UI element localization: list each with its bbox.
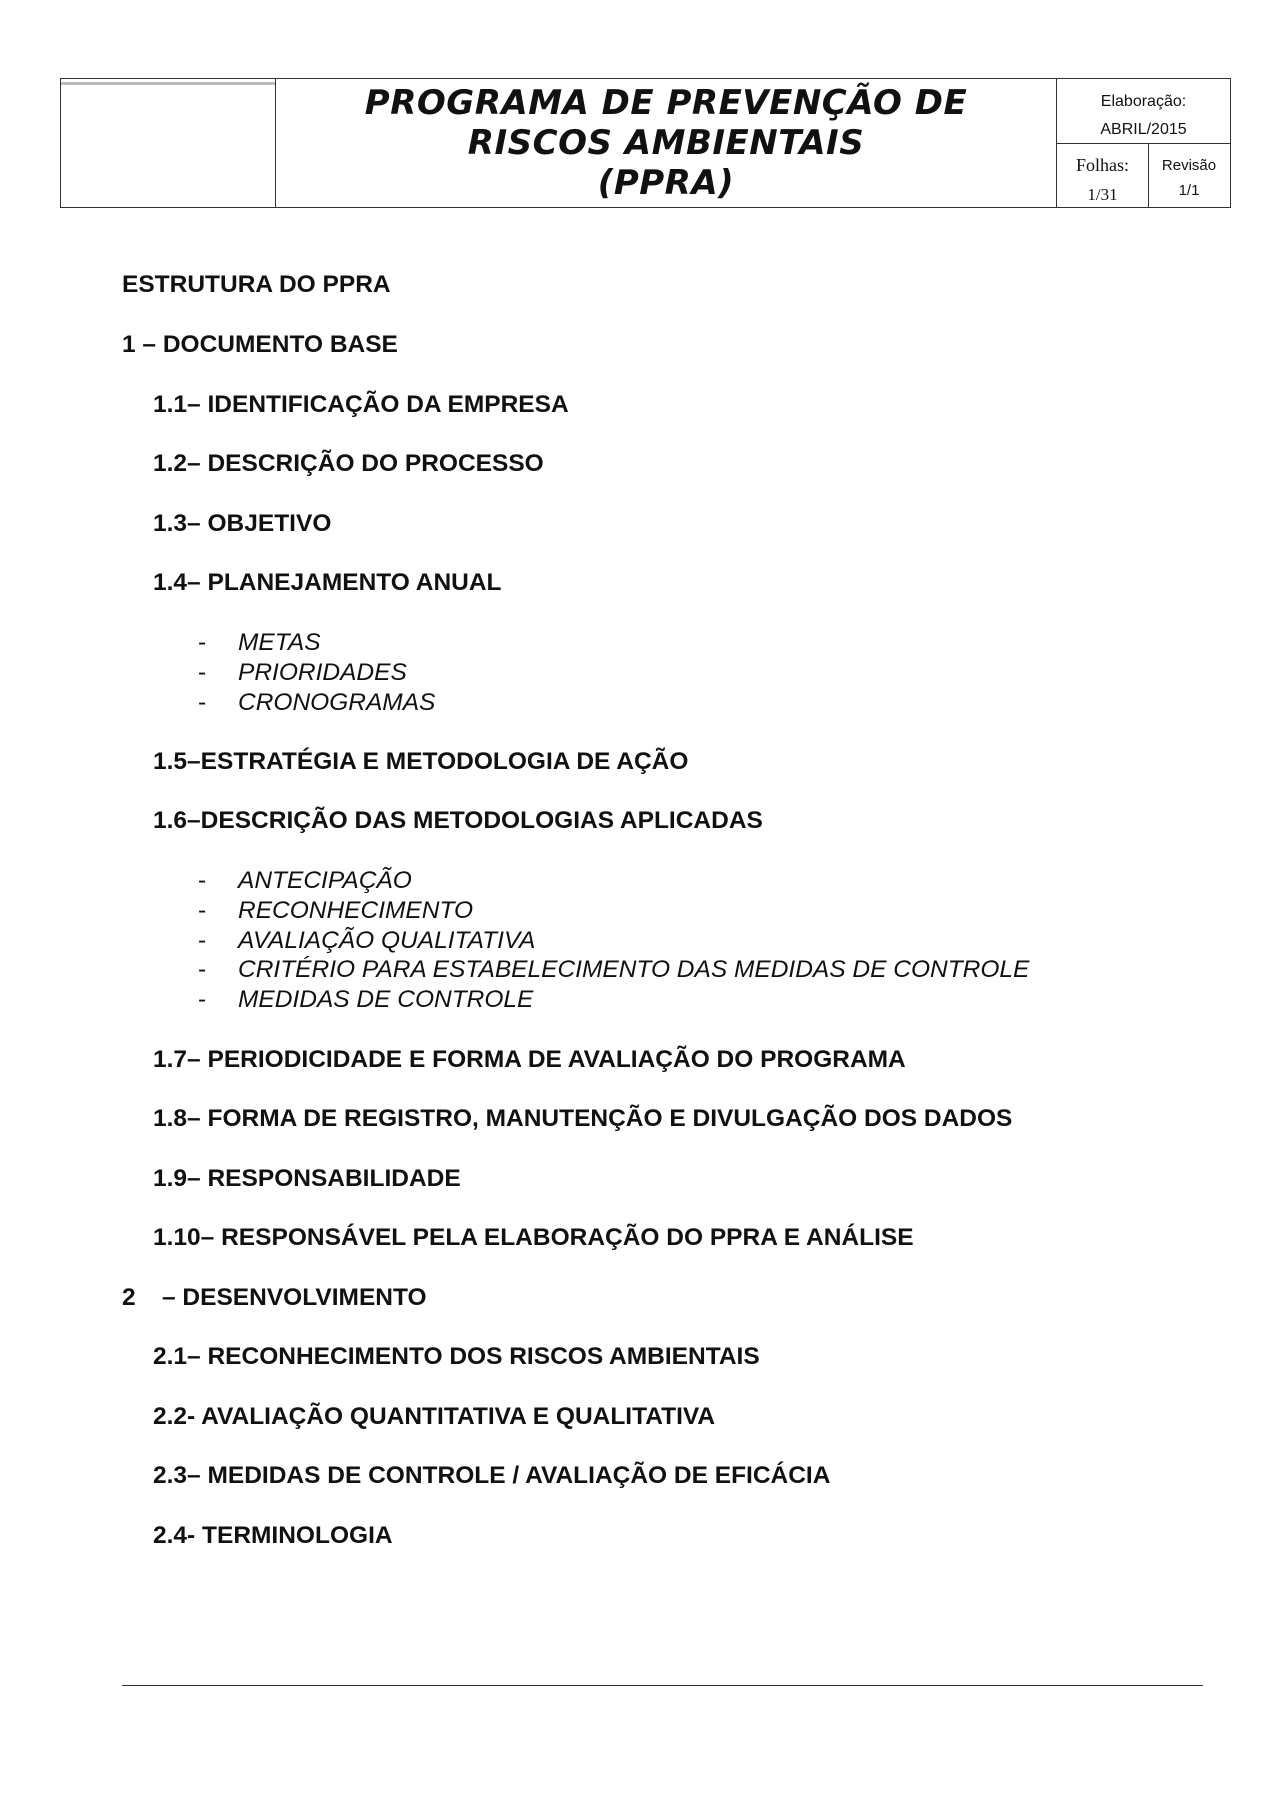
item-2-4: 2.4- TERMINOLOGIA: [153, 1522, 393, 1549]
item-1-3: 1.3– OBJETIVO: [153, 510, 332, 537]
elaboracao-label: Elaboração:: [1100, 93, 1187, 110]
footer-rule: [122, 1685, 1203, 1686]
item-1-10: 1.10– RESPONSÁVEL PELA ELABORAÇÃO DO PPRA E ANÁLISE: [153, 1224, 914, 1251]
logo-cell: [61, 79, 276, 207]
sub-item-label: MEDIDAS DE CONTROLE: [238, 986, 534, 1013]
item-1-1: 1.1– IDENTIFICAÇÃO DA EMPRESA: [153, 391, 569, 418]
item-1-4: 1.4– PLANEJAMENTO ANUAL: [153, 569, 502, 596]
bullet-dash: -: [198, 986, 207, 1013]
bullet-dash: -: [198, 897, 207, 924]
bullet-dash: -: [198, 867, 207, 894]
revisao-cell: [1149, 144, 1229, 207]
item-2-3: 2.3– MEDIDAS DE CONTROLE / AVALIAÇÃO DE EFICÁCIA: [153, 1462, 831, 1489]
section-1-heading: 1 – DOCUMENTO BASE: [122, 331, 398, 358]
elaboracao-cell: [1057, 79, 1230, 144]
section-2-number: 2: [122, 1284, 136, 1311]
folhas-label: Folhas:: [1075, 155, 1129, 175]
item-2-1: 2.1– RECONHECIMENTO DOS RISCOS AMBIENTAIS: [153, 1343, 760, 1370]
item-1-8: 1.8– FORMA DE REGISTRO, MANUTENÇÃO E DIVULGAÇÃO DOS DADOS: [153, 1105, 1013, 1132]
sub-item-label: RECONHECIMENTO: [238, 897, 474, 924]
item-1-2: 1.2– DESCRIÇÃO DO PROCESSO: [153, 450, 544, 477]
header-title: [276, 79, 1056, 207]
header-meta: [1056, 79, 1230, 207]
bullet-dash: -: [198, 659, 207, 686]
bullet-dash: -: [198, 956, 207, 983]
item-1-5: 1.5–ESTRATÉGIA E METODOLOGIA DE AÇÃO: [153, 748, 689, 775]
document-header: [60, 78, 1231, 208]
bullet-dash: -: [198, 689, 207, 716]
sub-item-label: METAS: [238, 629, 321, 656]
title-line-1: PROGRAMA DE PREVENÇÃO DE: [364, 83, 968, 123]
elaboracao-value: ABRIL/2015: [1100, 121, 1187, 138]
sub-item-label: AVALIAÇÃO QUALITATIVA: [238, 927, 536, 954]
revisao-value: 1/1: [1178, 182, 1200, 199]
sub-item-label: CRONOGRAMAS: [238, 689, 436, 716]
title-line-3: (PPRA): [597, 163, 735, 203]
sub-item-label: PRIORIDADES: [238, 659, 407, 686]
item-1-9: 1.9– RESPONSABILIDADE: [153, 1165, 461, 1192]
section-2-heading: – DESENVOLVIMENTO: [162, 1284, 427, 1311]
item-2-2: 2.2- AVALIAÇÃO QUANTITATIVA E QUALITATIVA: [153, 1403, 716, 1430]
sub-item-label: CRITÉRIO PARA ESTABELECIMENTO DAS MEDIDAS DE CONTROLE: [238, 956, 1030, 983]
folhas-value: 1/31: [1087, 185, 1118, 204]
revisao-label: Revisão: [1161, 157, 1217, 174]
folhas-cell: [1057, 144, 1149, 207]
sub-item-label: ANTECIPAÇÃO: [238, 867, 412, 894]
bullet-dash: -: [198, 927, 207, 954]
item-1-7: 1.7– PERIODICIDADE E FORMA DE AVALIAÇÃO DO PROGRAMA: [153, 1046, 906, 1073]
item-1-6: 1.6–DESCRIÇÃO DAS METODOLOGIAS APLICADAS: [153, 807, 763, 834]
title-line-2: RISCOS AMBIENTAIS: [467, 123, 865, 163]
outline-heading: ESTRUTURA DO PPRA: [122, 271, 391, 298]
bullet-dash: -: [198, 629, 207, 656]
logo-cell-rule: [61, 82, 275, 85]
